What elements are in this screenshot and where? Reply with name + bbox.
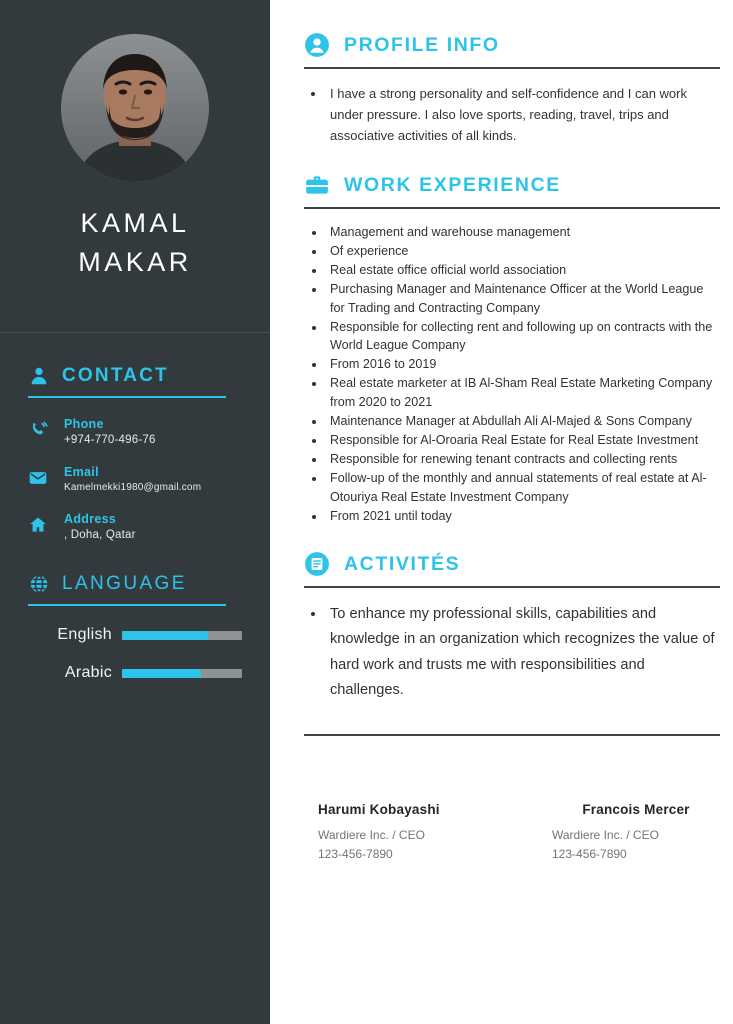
globe-icon — [28, 573, 50, 595]
list-item: • Management and warehouse management — [326, 223, 720, 242]
language-section — [0, 573, 270, 682]
list-item: • Purchasing Manager and Maintenance Officer at the World League for Trading and Contracting Company — [326, 280, 720, 318]
activities-title: ACTIVITÉS — [344, 552, 461, 575]
work-experience-section — [304, 172, 720, 525]
list-item: • From 2021 until today — [326, 507, 720, 526]
contact-value-phone: +974-770-496-76 — [64, 434, 156, 446]
work-rule — [304, 207, 720, 209]
list-item: • Maintenance Manager at Abdullah Ali Al-Majed & Sons Company — [326, 412, 720, 431]
avatar — [61, 34, 209, 182]
list-item: • Follow-up of the monthly and annual statements of real estate at Al-Otouriya Real Estate Investment Company — [326, 469, 720, 507]
language-bar-arabic — [122, 669, 242, 678]
profile-header — [304, 32, 720, 58]
contact-item-address — [28, 512, 242, 541]
reference-company: Wardiere Inc. / CEO — [552, 827, 659, 842]
person-icon — [28, 365, 50, 387]
language-item-arabic — [28, 664, 242, 682]
contact-item-email — [28, 465, 242, 493]
activities-rule — [304, 586, 720, 588]
briefcase-icon — [304, 172, 330, 198]
contact-header — [28, 365, 242, 387]
photo-block — [0, 0, 270, 333]
work-title: WORK EXPERIENCE — [344, 173, 561, 196]
activities-section — [304, 551, 720, 735]
contact-title: CONTACT — [62, 365, 169, 386]
contact-value-email: Kamelmekki1980@gmail.com — [64, 482, 202, 493]
candidate-last-name: MAKAR — [78, 247, 192, 278]
portrait-photo-icon — [61, 34, 209, 182]
reference-2 — [552, 802, 720, 864]
profile-section — [304, 32, 720, 146]
sidebar — [0, 0, 270, 1024]
references-section — [304, 802, 720, 864]
list-item: • I have a strong personality and self-confidence and I can work under pressure. I also love sports, reading, travel, trips and associative activities of all kinds. — [326, 83, 720, 146]
contact-label-address: Address — [64, 512, 117, 526]
activities-bottom-rule — [304, 734, 720, 736]
user-circle-icon — [304, 32, 330, 58]
activity-circle-icon — [304, 551, 330, 577]
contact-section — [0, 365, 270, 541]
profile-title: PROFILE INFO — [344, 33, 500, 56]
language-rule — [28, 604, 226, 606]
language-name-english: English — [57, 626, 112, 643]
candidate-name — [78, 204, 192, 282]
activities-bullet-list — [326, 602, 720, 704]
contact-item-phone — [28, 417, 242, 446]
language-header — [28, 573, 242, 595]
work-bullet-list — [326, 223, 720, 525]
profile-bullet-list — [326, 83, 720, 146]
language-title: LANGUAGE — [62, 573, 187, 594]
reference-name: Francois Mercer — [582, 801, 690, 817]
list-item: • To enhance my professional skills, capabilities and knowledge in an organization which recognizes the value of hard work and trusts me with responsibilities and challenges. — [326, 602, 720, 704]
list-item: • Responsible for Al-Oroaria Real Estate for Real Estate Investment — [326, 431, 720, 450]
list-item: • From 2016 to 2019 — [326, 355, 720, 374]
list-item: • Real estate office official world association — [326, 261, 720, 280]
contact-value-address: , Doha, Qatar — [64, 529, 136, 541]
language-name-arabic: Arabic — [64, 664, 112, 681]
list-item: • Of experience — [326, 242, 720, 261]
activities-header — [304, 551, 720, 577]
contact-rule — [28, 396, 226, 398]
list-item: • Responsible for renewing tenant contracts and collecting rents — [326, 450, 720, 469]
profile-rule — [304, 67, 720, 69]
reference-phone: 123-456-7890 — [552, 847, 627, 862]
reference-1 — [318, 802, 486, 864]
contact-label-email: Email — [64, 465, 99, 479]
contact-label-phone: Phone — [64, 417, 104, 431]
language-bar-english — [122, 631, 242, 640]
phone-icon — [28, 417, 50, 445]
list-item: • Real estate marketer at IB Al-Sham Real Estate Marketing Company from 2020 to 2021 — [326, 374, 720, 412]
work-header — [304, 172, 720, 198]
candidate-first-name: KAMAL — [80, 208, 190, 238]
home-icon — [28, 512, 50, 540]
main-content — [270, 0, 733, 1024]
envelope-icon — [28, 465, 50, 493]
reference-company: Wardiere Inc. / CEO — [318, 827, 425, 842]
reference-name: Harumi Kobayashi — [318, 801, 440, 817]
reference-phone: 123-456-7890 — [318, 847, 393, 862]
language-item-english — [28, 626, 242, 644]
list-item: • Responsible for collecting rent and following up on contracts with the World League Company — [326, 318, 720, 356]
